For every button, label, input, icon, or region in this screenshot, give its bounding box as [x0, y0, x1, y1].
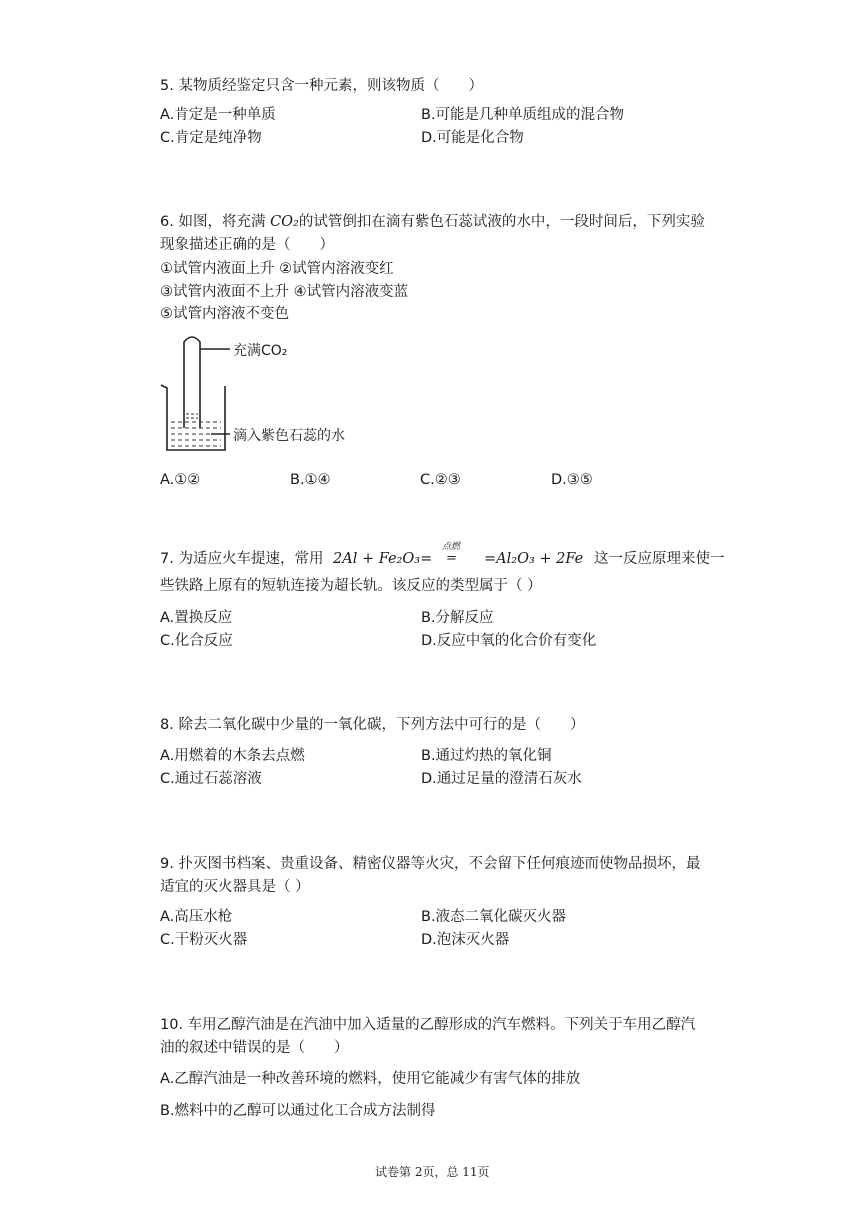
q8-option-c: C.通过石蕊溶液 [160, 771, 262, 787]
q7-equals-sign: = [446, 551, 457, 566]
q7-stem-prefix: 7. 为适应火车提速，常用 [160, 551, 324, 567]
q6-stem-line2: 现象描述正确的是（ ） [160, 237, 334, 253]
q5-option-d: D.可能是化合物 [421, 130, 524, 146]
q6-formula: CO₂ [270, 214, 299, 230]
q8-option-b: B.通过灼热的氧化铜 [421, 748, 552, 764]
q7-option-a: A.置换反应 [160, 610, 233, 626]
q9-option-d: D.泡沫灭火器 [421, 932, 510, 948]
figure-label-top: 充满CO₂ [233, 343, 288, 359]
q7-equation-condition: 点燃 [442, 542, 461, 552]
q6-option-d: D.③⑤ [551, 472, 593, 488]
q9-stem-line2: 适宜的灭火器具是（ ） [160, 879, 310, 895]
q6-stem-prefix: 6. 如图，将充满 [160, 214, 271, 230]
q7-option-d: D.反应中氧的化合价有变化 [421, 633, 597, 649]
figure-label-bottom: 滴入紫色石蕊的水 [233, 428, 345, 444]
q8-option-a: A.用燃着的木条去点燃 [160, 748, 305, 764]
q6-statement-1: ①试管内液面上升 ②试管内溶液变红 [160, 261, 394, 277]
q6-statement-3: ⑤试管内溶液不变色 [160, 306, 289, 322]
q6-option-a: A.①② [160, 472, 201, 488]
q8-option-d: D.通过足量的澄清石灰水 [421, 771, 582, 787]
q8-stem: 8. 除去二氧化碳中少量的一氧化碳，下列方法中可行的是（ ） [160, 717, 585, 733]
q6-option-c: C.②③ [420, 472, 461, 488]
q7-equation-left: 2Al + Fe₂O₃= [333, 551, 433, 567]
q9-option-c: C.干粉灭火器 [160, 932, 248, 948]
q10-stem-line2: 油的叙述中错误的是（ ） [160, 1040, 349, 1056]
q5-option-b: B.可能是几种单质组成的混合物 [421, 107, 625, 123]
q6-stem-suffix: 的试管倒扣在滴有紫色石蕊试液的水中，一段时间后，下列实验 [298, 214, 705, 230]
q7-option-b: B.分解反应 [421, 610, 494, 626]
q5-option-a: A.肯定是一种单质 [160, 107, 276, 123]
q10-option-b: B.燃料中的乙醇可以通过化工合成方法制得 [160, 1103, 436, 1119]
q6-statement-2: ③试管内液面不上升 ④试管内溶液变蓝 [160, 284, 409, 300]
q6-option-b: B.①④ [290, 472, 331, 488]
tube-liquid [186, 414, 198, 418]
q5-stem: 5. 某物质经鉴定只含一种元素，则该物质（ ） [160, 78, 483, 94]
q9-stem-line1: 9. 扑灭图书档案、贵重设备、精密仪器等火灾，不会留下任何痕迹而使物品损坏，最 [160, 856, 701, 872]
q10-option-a: A.乙醇汽油是一种改善环境的燃料，使用它能减少有害气体的排放 [160, 1071, 581, 1087]
q9-option-a: A.高压水枪 [160, 909, 233, 925]
q5-option-c: C.肯定是纯净物 [160, 130, 262, 146]
q7-equation-right: =Al₂O₃ + 2Fe [484, 551, 584, 567]
q7-stem-suffix: 这一反应原理来使一 [594, 551, 725, 567]
q6-stem-line1 [160, 212, 705, 232]
q7-stem-line2: 些铁路上原有的短轨连接为超长轨。该反应的类型属于（ ） [160, 578, 542, 594]
q9-option-b: B.液态二氧化碳灭火器 [421, 909, 567, 925]
q7-option-c: C.化合反应 [160, 633, 233, 649]
page-footer: 试卷第 2页，总 11页 [375, 1165, 490, 1179]
q10-stem-line1: 10. 车用乙醇汽油是在汽油中加入适量的乙醇形成的汽车燃料。下列关于车用乙醇汽 [160, 1017, 696, 1033]
